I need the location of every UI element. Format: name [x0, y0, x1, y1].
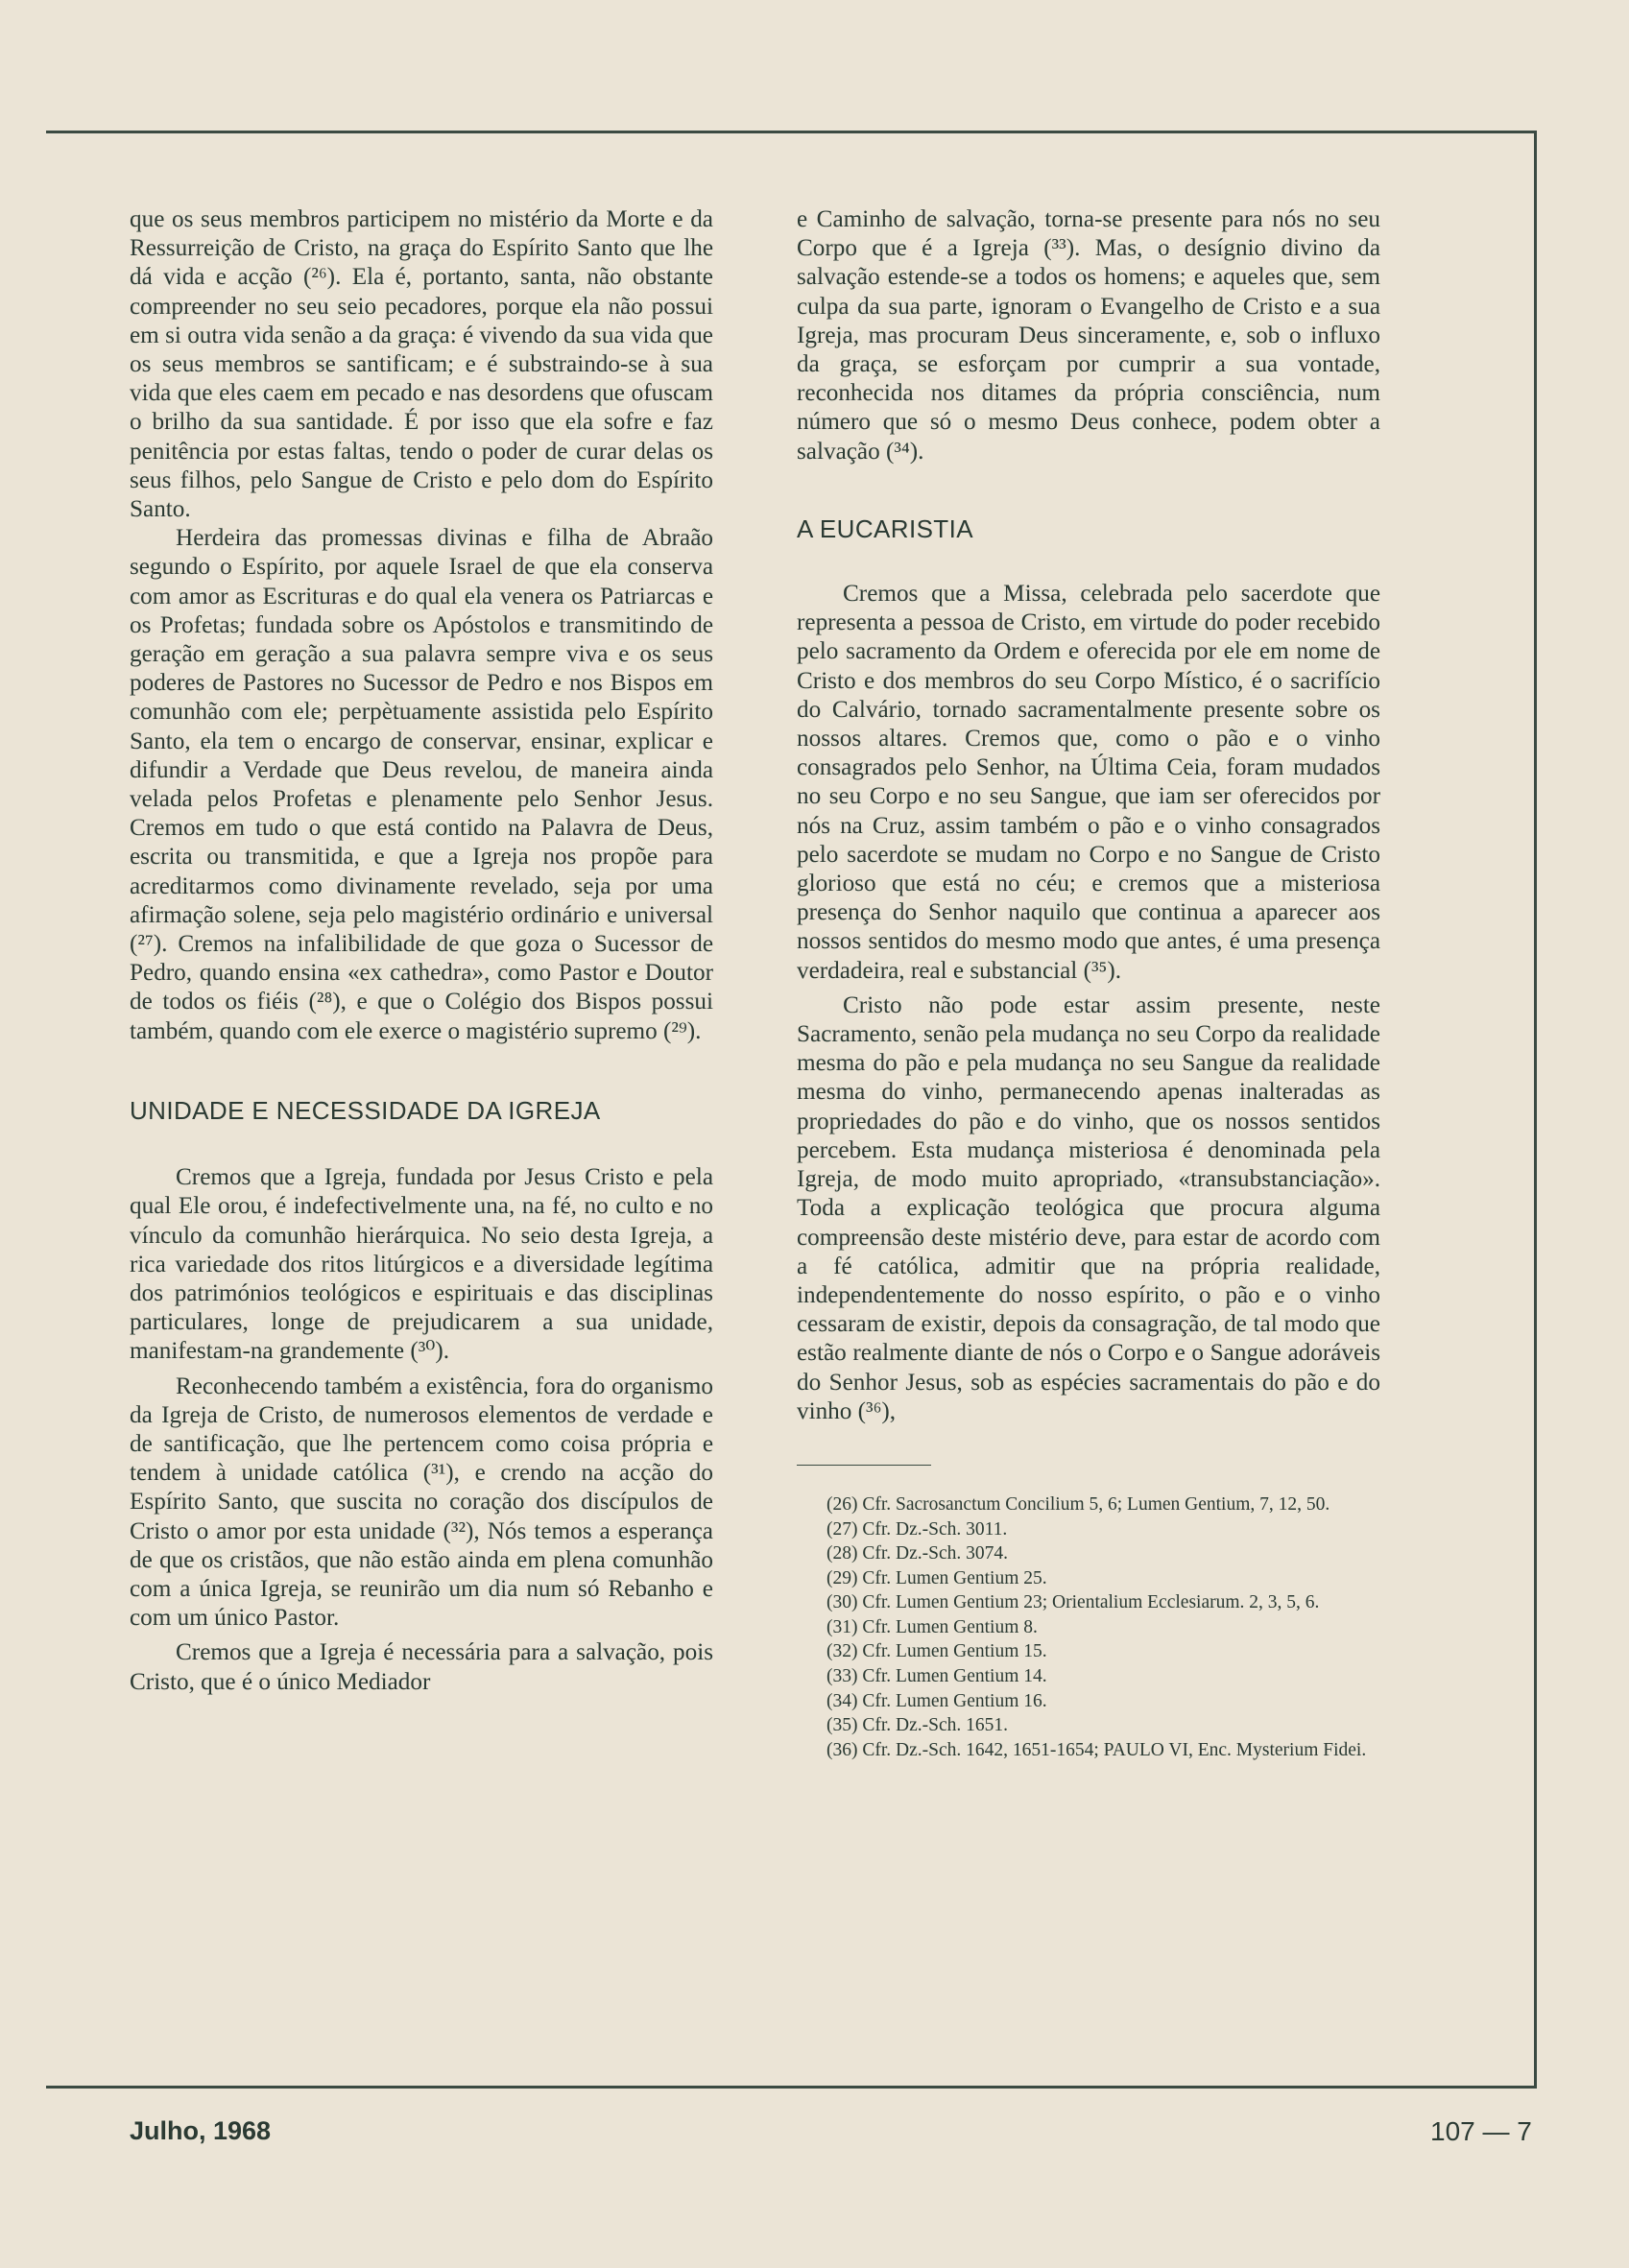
left-paragraph-2: Herdeira das promessas divinas e filha de Abraão segundo o Espírito, por aquele Israel de que ela conserva com amor as Escrituras e do qual ela venera os Patriarcas e os Profetas; fundada sobre os Apóstolos e transmitindo de geração em geração a sua palavra sempre viva e os seus poderes de Pastores no Sucessor de Pedro e nos Bispos em comunhão com ele; perpètuamente assistida pelo Espírito Santo, ela tem o encargo de conservar, ensinar, explicar e difundir a Verdade que Deus revelou, de maneira ainda velada pelos Profetas e plenamente pelo Senhor Jesus. Cremos em tudo o que está contido na Palavra de Deus, escrita ou transmitida, e que a Igreja nos propõe para acreditarmos como divinamente revelado, seja por uma afirmação solene, seja pelo magistério ordinário e universal (²⁷). Cremos na infalibilidade de que goza o Sucessor de Pedro, quando ensina «ex cathedra», como Pastor e Doutor de todos os fiéis (²⁸), e que o Colégio dos Bispos possui também, quando com ele exerce o magistério supremo (²⁹).: [130, 525, 713, 1044]
right-paragraph-1: e Caminho de salvação, torna-se presente para nós no seu Corpo que é a Igreja (³³). Mas, o desígnio divino da salvação estende-se a todos os homens; e aqueles que, sem culpa da sua parte, ignoram o Evangelho de Cristo e a sua Igreja, mas procuram Deus sinceramente, e, sob o influxo da graça, se esforçam por cumprir a sua vontade, reconhecida nos ditames da própria consciência, num número que só o mesmo Deus conhece, podem obter a salvação (³⁴).: [797, 206, 1380, 465]
section-heading-unidade: UNIDADE E NECESSIDADE DA IGREJA: [130, 1095, 601, 1125]
footnote-27: (27) Cfr. Dz.-Sch. 3011.: [826, 1518, 1008, 1540]
right-paragraph-2: Cremos que a Missa, celebrada pelo sacerdote que representa a pessoa de Cristo, em virtude do poder recebido pelo sacramento da Ordem e oferecida por ele em nome de Cristo e dos membros do seu Corpo Místico, é o sacrifício do Calvário, tornado sacramentalmente presente sobre os nossos altares. Cremos que, como o pão e o vinho consagrados pelo Senhor, na Última Ceia, foram mudados no seu Corpo e no seu Sangue, que iam ser oferecidos por nós na Cruz, assim também o pão e o vinho consagrados pelo sacerdote se mudam no Corpo e no Sangue de Cristo glorioso que está no céu; e cremos que a misteriosa presença do Senhor naquilo que continua a aparecer aos nossos sentidos do mesmo modo que antes, é uma presença verdadeira, real e substancial (³⁵).: [797, 581, 1380, 984]
footnote-35: (35) Cfr. Dz.-Sch. 1651.: [826, 1715, 1009, 1736]
footer-date: Julho, 1968: [130, 2116, 272, 2145]
footer-page-number: 107 — 7: [1430, 2116, 1532, 2146]
left-paragraph-4: Reconhecendo também a existência, fora do organismo da Igreja de Cristo, de numerosos elementos de verdade e de santificação, que lhe pertencem como coisa própria e tendem à unidade católica (³¹), e crendo na acção do Espírito Santo, que suscita no coração dos discípulos de Cristo o amor por esta unidade (³²), Nós temos a esperança de que os cristãos, que não estão ainda em plena comunhão com a única Igreja, se reunirão um dia num só Rebanho e com um único Pastor.: [130, 1373, 713, 1632]
footnote-33: (33) Cfr. Lumen Gentium 14.: [826, 1666, 1047, 1687]
footnote-30: (30) Cfr. Lumen Gentium 23; Orientalium Ecclesiarum. 2, 3, 5, 6.: [826, 1592, 1320, 1613]
footnote-32: (32) Cfr. Lumen Gentium 15.: [826, 1641, 1047, 1662]
footnotes: [797, 1492, 1380, 1763]
left-paragraph-1: que os seus membros participem no mistério da Morte e da Ressurreição de Cristo, na graça do Espírito Santo que lhe dá vida e acção (²⁶). Ela é, portanto, santa, não obstante compreender no seu seio pecadores, porque ela não possui em si outra vida senão a da graça: é vivendo da sua vida que os seus membros se santificam; e é substraindo-se à sua vida que eles caem em pecado e nas desordens que ofuscam o brilho da sua santidade. É por isso que ela sofre e faz penitência por estas faltas, tendo o poder de curar delas os seus filhos, pelo Sangue de Cristo e pelo dom do Espírito Santo.: [130, 206, 713, 523]
right-column: [797, 205, 1380, 1762]
footnote-divider: [797, 1465, 931, 1466]
footnote-34: (34) Cfr. Lumen Gentium 16.: [826, 1690, 1047, 1711]
footnote-29: (29) Cfr. Lumen Gentium 25.: [826, 1567, 1047, 1588]
footnote-31: (31) Cfr. Lumen Gentium 8.: [826, 1616, 1038, 1637]
left-paragraph-5: Cremos que a Igreja é necessária para a salvação, pois Cristo, que é o único Mediador: [130, 1639, 713, 1695]
footnote-28: (28) Cfr. Dz.-Sch. 3074.: [826, 1543, 1009, 1564]
footnote-36: (36) Cfr. Dz.-Sch. 1642, 1651-1654; PAULO VI, Enc. Mysterium Fidei.: [826, 1739, 1367, 1760]
left-paragraph-3: Cremos que a Igreja, fundada por Jesus Cristo e pela qual Ele orou, é indefectivelmente una, na fé, no culto e no vínculo da comunhão hierárquica. No seio desta Igreja, a rica variedade dos ritos litúrgicos e a diversidade legítima dos patrimónios teológicos e espirituais e das disciplinas particulares, longe de prejudicarem a sua unidade, manifestam-na grandemente (³⁰).: [130, 1164, 713, 1365]
section-heading-eucaristia: A EUCARISTIA: [797, 513, 973, 543]
left-column: [130, 205, 713, 1697]
right-paragraph-3: Cristo não pode estar assim presente, neste Sacramento, senão pela mudança no seu Corpo da realidade mesma do pão e pela mudança no seu Sangue da realidade mesma do vinho, permanecendo apenas inalteradas as propriedades do pão e do vinho, que os nossos sentidos percebem. Esta mudança misteriosa é denominada pela Igreja, de modo muito apropriado, «transubstanciação». Toda a explicação teológica que procura alguma compreensão deste mistério deve, para estar de acordo com a fé católica, admitir que na própria realidade, independentemente do nosso espírito, o pão e o vinho cessaram de existir, depois da consagração, de tal modo que estão realmente diante de nós o Corpo e o Sangue adoráveis do Senhor Jesus, sob as espécies sacramentais do pão e do vinho (³⁶),: [797, 991, 1380, 1424]
footnote-26: (26) Cfr. Sacrosanctum Concilium 5, 6; Lumen Gentium, 7, 12, 50.: [826, 1493, 1330, 1515]
